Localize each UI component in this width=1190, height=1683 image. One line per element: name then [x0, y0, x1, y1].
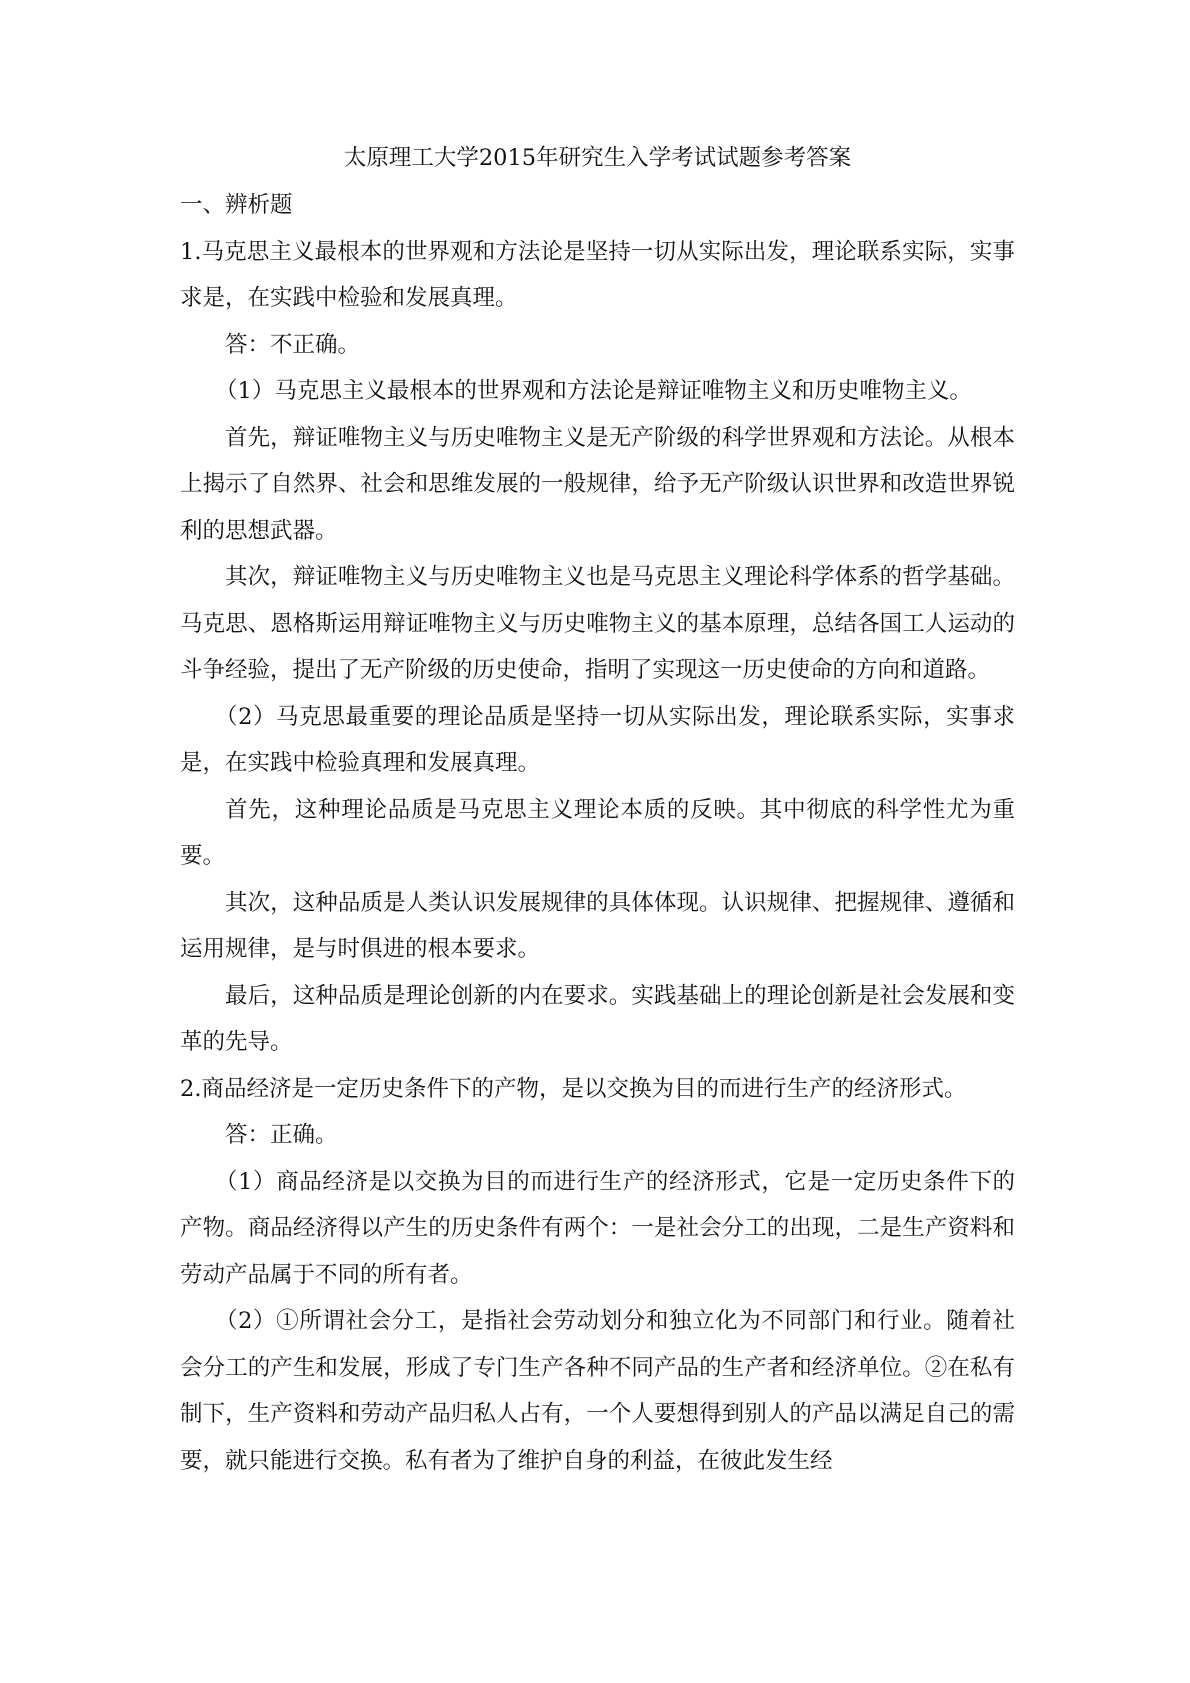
answer-1-point-2-last: 最后，这种品质是理论创新的内在要求。实践基础上的理论创新是社会发展和变革的先导。 — [180, 982, 1015, 1055]
answer-1-point-2-first: 首先，这种理论品质是马克思主义理论本质的反映。其中彻底的科学性尤为重要。 — [180, 796, 1015, 869]
answer-2-point-1: （1）商品经济是以交换为目的而进行生产的经济形式，它是一定历史条件下的产物。商品经济得以产生的历史条件有两个：一是社会分工的出现，二是生产资料和劳动产品属于不同的所有者。 — [180, 1168, 1015, 1288]
answer-2-point-2: （2）①所谓社会分工，是指社会劳动划分和独立化为不同部门和行业。随着社会分工的产生和发展，形成了专门生产各种不同产品的生产者和经济单位。②在私有制下，生产资料和劳动产品归私人占有，一个人要想得到别人的产品以满足自己的需要，就只能进行交换。私有者为了维护自身的利益，在彼此发生经 — [180, 1308, 1015, 1474]
question-2: 2.商品经济是一定历史条件下的产物，是以交换为目的而进行生产的经济形式。 — [180, 1075, 967, 1102]
section-heading: 一、辨析题 — [180, 192, 293, 218]
answer-2-verdict: 答：正确。 — [225, 1122, 338, 1148]
answer-1-point-2: （2）马克思最重要的理论品质是坚持一切从实际出发，理论联系实际，实事求是，在实践中检验真理和发展真理。 — [180, 703, 1015, 776]
document-page — [180, 140, 1015, 1484]
answer-1-point-1-first: 首先，辩证唯物主义与历史唯物主义是无产阶级的科学世界观和方法论。从根本上揭示了自然界、社会和思维发展的一般规律，给予无产阶级认识世界和改造世界锐利的思想武器。 — [180, 424, 1015, 544]
document-title: 太原理工大学2015年研究生入学考试试题参考答案 — [343, 145, 852, 171]
answer-1-point-2-second: 其次，这种品质是人类认识发展规律的具体体现。认识规律、把握规律、遵循和运用规律，是与时俱进的根本要求。 — [180, 889, 1015, 962]
answer-1-point-1-second: 其次，辩证唯物主义与历史唯物主义也是马克思主义理论科学体系的哲学基础。马克思、恩格斯运用辩证唯物主义与历史唯物主义的基本原理，总结各国工人运动的斗争经验，提出了无产阶级的历史使命，指明了实现这一历史使命的方向和道路。 — [180, 564, 1015, 683]
answer-1-verdict: 答：不正确。 — [225, 331, 361, 358]
question-1: 1.马克思主义最根本的世界观和方法论是坚持一切从实际出发，理论联系实际，实事求是，在实践中检验和发展真理。 — [180, 238, 1015, 311]
answer-1-point-1: （1）马克思主义最根本的世界观和方法论是辩证唯物主义和历史唯物主义。 — [215, 378, 972, 404]
